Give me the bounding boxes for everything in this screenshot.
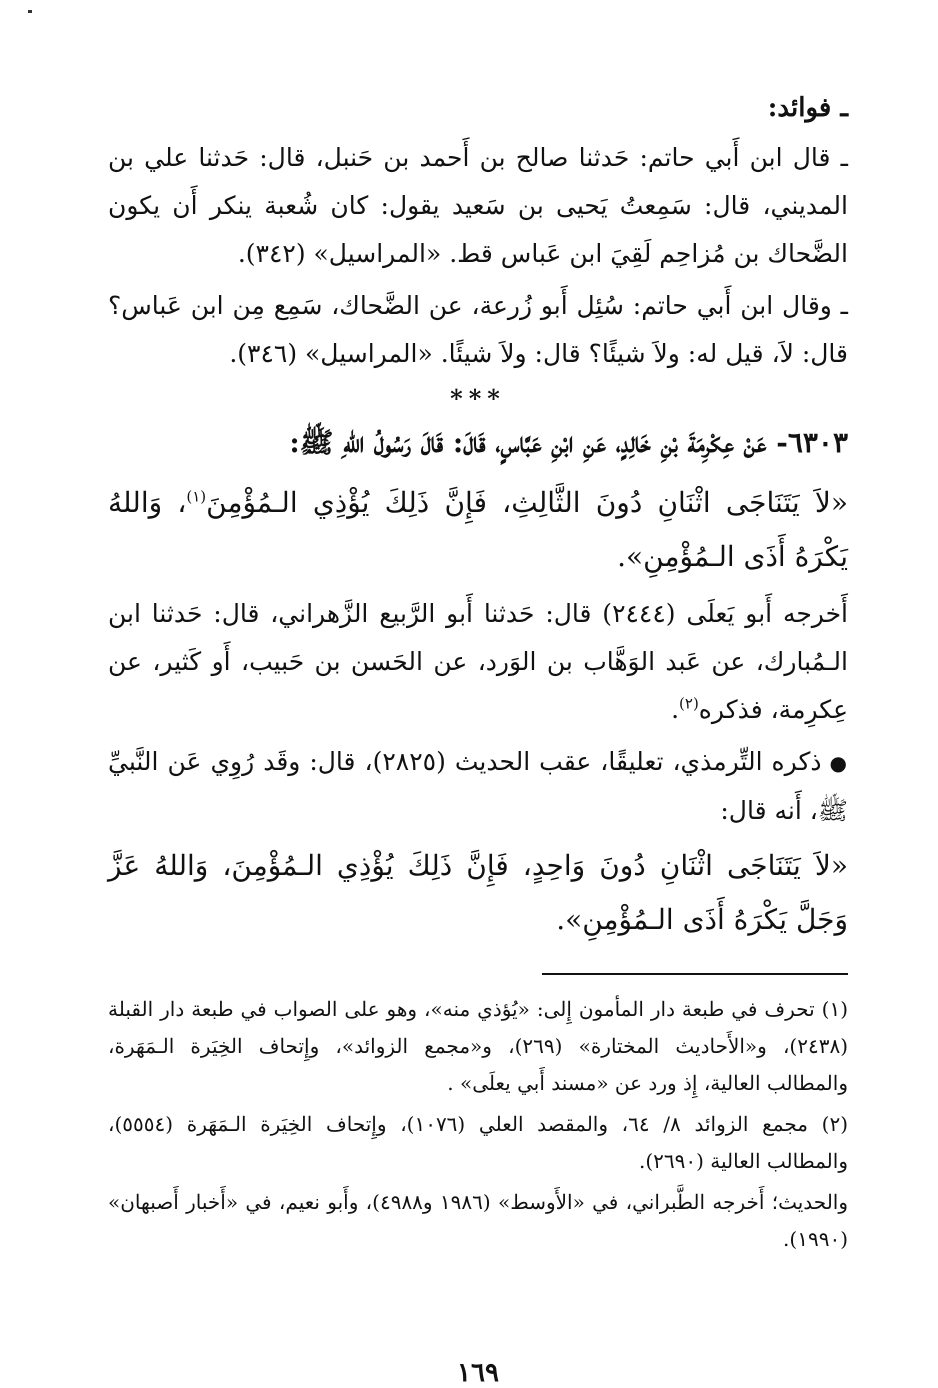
footnote-divider (542, 973, 848, 975)
hadith-2-text: «لاَ يَتَنَاجَى اثْنَانِ دُونَ وَاحِدٍ، فَإِنَّ ذَلِكَ يُؤْذِي الـمُؤْمِنَ، وَاللهُ عَزَّ وَجَلَّ يَكْرَهُ أَذَى الـمُؤْمِنِ». (108, 849, 848, 936)
hadith-intro: ٦٣٠٣- عَنْ عِكْرِمَةَ بْنِ خَالِدٍ، عَنِ ابْنِ عَبَّاسٍ، قَالَ: قَالَ رَسُولُ اللهِ ﷺ: (289, 426, 848, 459)
takhrij-end: . (671, 695, 680, 724)
footnote-2: (٢) مجمع الزوائد ٨/ ٦٤، والمقصد العلي (١٠٧٦)، وإِتحاف الخِيَرة الـمَهَرة (٥٥٥٤)، والمطالب العالية (٢٦٩٠). (108, 1112, 848, 1173)
scan-mark (28, 10, 32, 13)
section-heading: ـ فوائد: (767, 93, 848, 123)
takhrij-paragraph (108, 590, 848, 734)
footnote-3: والحديث؛ أَخرجه الطَّبراني، في «الأَوسط» (١٩٨٦ و٤٩٨٨)، وأَبو نعيم، في «أَخبار أَصبهان» (١٩٩٠). (108, 1190, 849, 1251)
bullet-icon: ● (829, 751, 849, 775)
paragraph-1: ـ قال ابن أَبي حاتم: حَدثنا صالح بن أَحمد بن حَنبل، قال: حَدثنا علي بن المديني، قال: سَمِعتُ يَحيى بن سَعيد يقول: كان شُعبة ينكر أَن يكون الضَّحاك بن مُزاحِم لَقِيَ ابن عَباس قط. «المراسيل» (٣٤٢). (108, 143, 848, 268)
footnote-divider-wrap (108, 953, 848, 991)
tirmidhi-text: ذكره التِّرمذي، تعليقًا، عقب الحديث (٢٨٢٥)، قال: وقَد رُوِي عَن النَّبيِّ ﷺ، أَنه قال: (108, 747, 848, 825)
footnote-ref-2: (٢) (679, 694, 699, 713)
tirmidhi-paragraph (108, 738, 848, 835)
hadith-text (108, 476, 848, 584)
footnote-ref-1: (١) (186, 487, 207, 506)
page-content (108, 88, 849, 1388)
footnote-1: (١) تحرف في طبعة دار المأمون إِلى: «يُؤذي منه»، وهو على الصواب في طبعة دار القبلة (٢٤٣٨)، و«الأَحاديث المختارة» (٢٦٩)، و«مجمع الزوائد»، وإِتحاف الخِيَرة الـمَهَرة، والمطالب العالية، إِذ ورد عن «مسند أَبي يعلَى» . (108, 997, 849, 1095)
paragraph-2: ـ وقال ابن أَبي حاتم: سُئِل أَبو زُرعة، عن الضَّحاك، سَمِع مِن ابن عَباس؟ قال: لاَ، قيل له: ولاَ شيئًا؟ قال: ولاَ شيئًا. «المراسيل» (٣٤٦). (108, 291, 848, 368)
hadith-text-part-1: «لاَ يَتَنَاجَى اثْنَانِ دُونَ الثَّالِثِ، فَإِنَّ ذَلِكَ يُؤْذِي الـمُؤْمِنَ (206, 486, 848, 519)
section-separator: *** (450, 384, 506, 413)
takhrij-text: أَخرجه أَبو يَعلَى (٢٤٤٤) قال: حَدثنا أَبو الرَّبيع الزَّهراني، قال: حَدثنا ابن الـمُبارك، عن عَبد الوَهَّاب بن الوَرد، عن الحَسن بن حَبيب، أَو كَثير، عن عِكرِمة، فذكره (108, 599, 848, 724)
page-number: ١٦٩ (457, 1358, 499, 1388)
hadith-text-part-2: ، وَاللهُ يَكْرَهُ أَذَى الـمُؤْمِنِ». (108, 486, 848, 573)
